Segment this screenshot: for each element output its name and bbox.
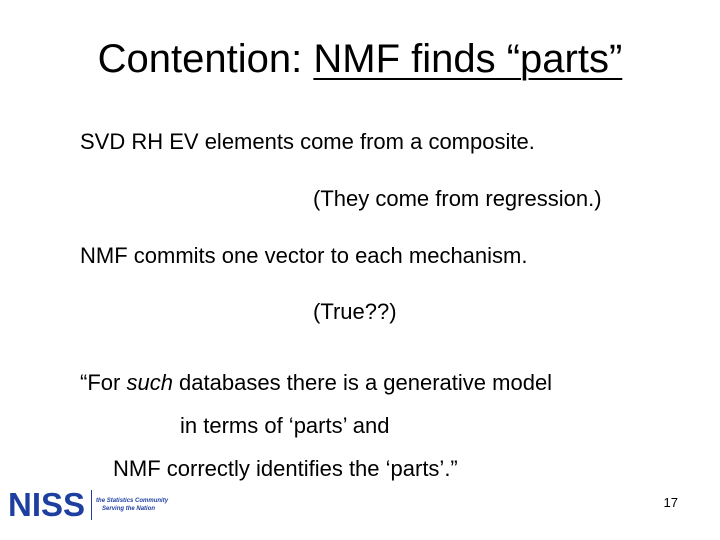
niss-tagline xyxy=(96,497,168,513)
quote-start-text: “For xyxy=(80,370,127,395)
logo-divider xyxy=(91,490,92,520)
tagline-line-1: the Statistics Community xyxy=(96,498,169,504)
body-line-parts: in terms of ‘parts’ and xyxy=(180,413,390,438)
body-line-true: (True??) xyxy=(313,299,397,324)
title-prefix: Contention: xyxy=(97,37,314,81)
tagline-line-2: Serving the Nation xyxy=(102,506,156,512)
body-line-nmf-commits: NMF commits one vector to each mechanism. xyxy=(80,243,528,268)
niss-logo xyxy=(8,487,168,523)
page-number: 17 xyxy=(663,495,678,510)
title-underlined: NMF finds “parts” xyxy=(313,37,623,81)
body-line-quote-end: NMF correctly identifies the ‘parts’.” xyxy=(113,456,458,481)
quote-emphasis: such xyxy=(126,370,173,395)
quote-continuation: databases there is a generative model xyxy=(172,370,553,395)
slide-title xyxy=(0,34,720,84)
body-line-regression: (They come from regression.) xyxy=(313,186,602,211)
body-line-svd: SVD RH EV elements come from a composite. xyxy=(80,129,535,154)
body-line-quote-start xyxy=(80,369,552,397)
niss-logo-text: NISS xyxy=(8,486,86,523)
